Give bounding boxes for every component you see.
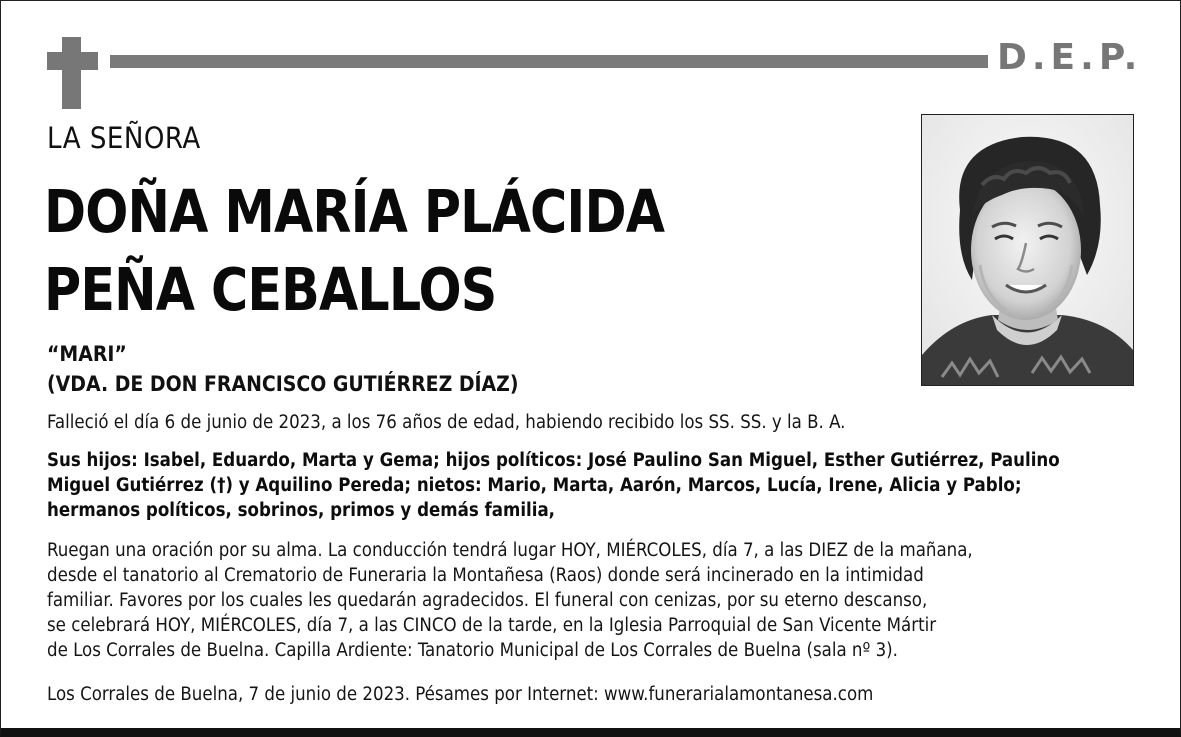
- family-line: hermanos políticos, sobrinos, primos y demás familia,: [47, 500, 556, 521]
- header-rule: [110, 55, 988, 68]
- deceased-name-line1: DOÑA MARÍA PLÁCIDA: [44, 177, 665, 246]
- footer-line: Los Corrales de Buelna, 7 de junio de 2023. Pésames por Internet: www.funerarialamontanesa.com: [47, 684, 874, 705]
- title-label: LA SEÑORA: [47, 121, 201, 155]
- ceremony-line: se celebrará HOY, MIÉRCOLES, día 7, a las CINCO de la tarde, en la Iglesia Parroquial de San Vicente Mártir: [47, 615, 937, 636]
- portrait-photo: [921, 114, 1134, 386]
- ceremony-line: Ruegan una oración por su alma. La conducción tendrá lugar HOY, MIÉRCOLES, día 7, a las DIEZ de la mañana,: [47, 540, 973, 561]
- portrait-illustration: [922, 115, 1133, 385]
- ceremony-line: desde el tanatorio al Crematorio de Funeraria la Montañesa (Raos) donde será incinerado en la intimidad: [47, 565, 924, 586]
- widow-of-label: (VDA. DE DON FRANCISCO GUTIÉRREZ DÍAZ): [47, 372, 519, 396]
- deceased-name: [44, 173, 664, 329]
- ceremony-line: familiar. Favores por los cuales les quedarán agradecidos. El funeral con cenizas, por su eterno descanso,: [47, 590, 928, 611]
- deceased-alias: “MARI”: [47, 342, 127, 366]
- ceremony-details: [47, 538, 1137, 663]
- cross-icon-horizontal: [47, 52, 98, 70]
- family-line: Sus hijos: Isabel, Eduardo, Marta y Gema; hijos políticos: José Paulino San Miguel, Esther Gutiérrez, Paulino: [47, 450, 1060, 471]
- family-line: Miguel Gutiérrez (†) y Aquilino Pereda; nietos: Mario, Marta, Aarón, Marcos, Lucía, Irene, Alicia y Pablo;: [47, 475, 1022, 496]
- cross-icon-vertical: [62, 37, 81, 109]
- family-list: [47, 448, 1137, 523]
- ceremony-line: de Los Corrales de Buelna. Capilla Ardiente: Tanatorio Municipal de Los Corrales de Buelna (sala nº 3).: [47, 640, 898, 661]
- deceased-name-line2: PEÑA CEBALLOS: [44, 255, 497, 324]
- death-notice: Falleció el día 6 de junio de 2023, a los 76 años de edad, habiendo recibido los SS. SS. y la B. A.: [47, 412, 846, 433]
- dep-label: D.E.P.: [997, 37, 1143, 78]
